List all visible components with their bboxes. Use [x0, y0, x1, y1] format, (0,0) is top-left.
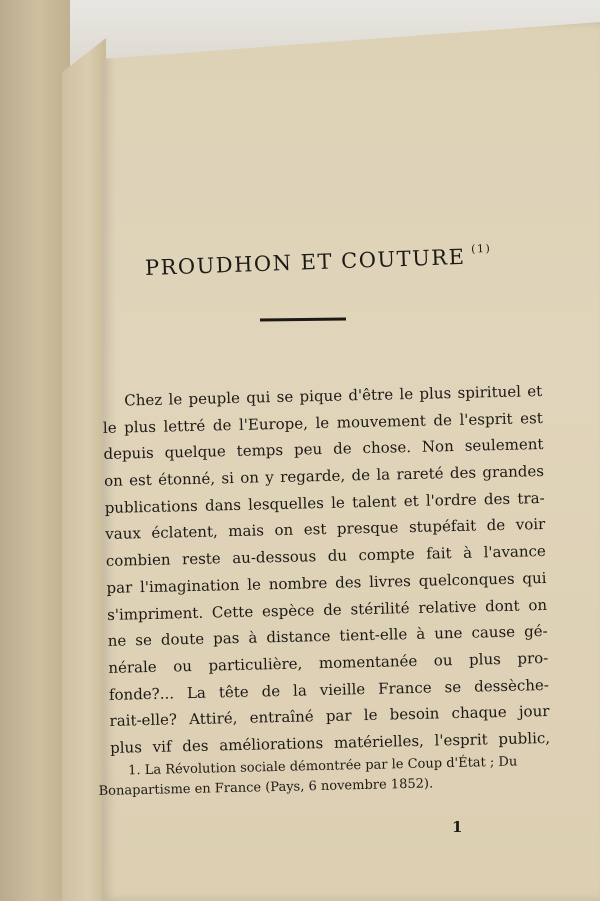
body-line: par l'imagination le nombre des livres quelconques qui [106, 568, 547, 597]
footnote [98, 752, 535, 802]
body-line: nérale ou particulière, momentanée ou plus pro- [108, 648, 549, 677]
body-line: publications dans lesquelles le talent et l'ordre des tra- [104, 488, 545, 517]
body-line: fonde?... La tête de la vieille France se dessèche- [108, 675, 550, 704]
body-paragraph [102, 378, 550, 762]
body-line: le plus lettré de l'Europe, le mouvement de l'esprit est [102, 408, 543, 437]
body-line: rait-elle? Attiré, entraîné par le besoin chaque jour [109, 702, 550, 731]
body-line: s'impriment. Cette espèce de stérilité relative dont on [106, 595, 548, 624]
chapter-title-text: PROUDHON ET COUTURE [144, 244, 466, 280]
title-rule [260, 318, 346, 322]
body-line: Chez le peuple qui se pique d'être le plus spirituel et [124, 382, 543, 410]
body-line: on est étonné, si on y regarde, de la rareté des grandes [103, 462, 545, 491]
body-line: combien reste au-dessous du compte fait à l'avance [105, 542, 547, 571]
footnote-marker: (1) [470, 241, 492, 256]
body-line: vaux éclatent, mais on est presque stupéfait de voir [105, 515, 546, 544]
body-line: plus vif des améliorations matérielles, l'esprit public, [109, 728, 551, 757]
body-line: ne se doute pas à distance tient-elle à une cause gé- [107, 622, 548, 651]
chapter-title [144, 241, 492, 280]
footnote-text: Bonapartisme en France (Pays, 6 novembre 1852). [98, 776, 434, 799]
body-line: depuis quelque temps peu de chose. Non seulement [103, 435, 544, 464]
page-number: 1 [452, 818, 463, 836]
footnote-text: 1. La Révolution sociale démontrée par le Coup d'État ; Du [128, 754, 518, 779]
